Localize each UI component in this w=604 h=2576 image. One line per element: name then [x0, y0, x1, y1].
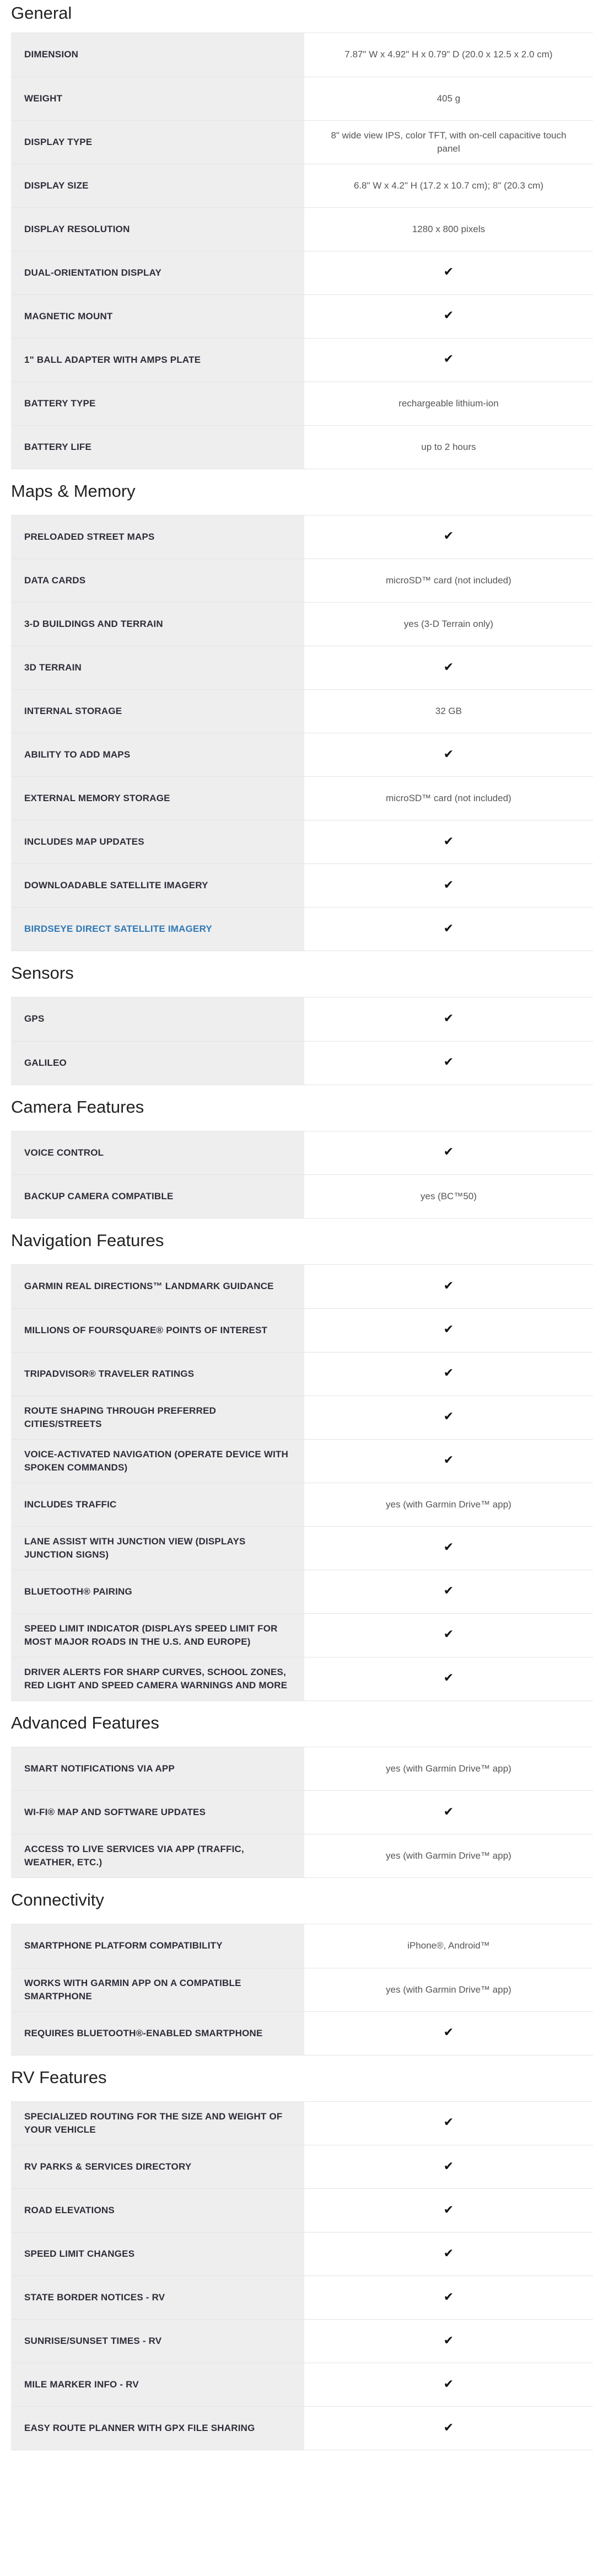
spec-label: SMART NOTIFICATIONS VIA APP: [11, 1747, 304, 1791]
spec-label: INCLUDES MAP UPDATES: [11, 820, 304, 864]
spec-label: LANE ASSIST WITH JUNCTION VIEW (DISPLAYS JUNCTION SIGNS): [11, 1526, 304, 1570]
checkmark-icon: ✔: [443, 834, 454, 849]
spec-label: SUNRISE/SUNSET TIMES - RV: [11, 2320, 304, 2363]
checkmark-icon: ✔: [443, 1011, 454, 1026]
section-title: Camera Features: [11, 1085, 593, 1131]
spec-section: [11, 469, 593, 952]
spec-label: PRELOADED STREET MAPS: [11, 516, 304, 559]
spec-table: [11, 1747, 593, 1879]
spec-section: [11, 1085, 593, 1219]
spec-row: [11, 251, 593, 294]
spec-label: SPEED LIMIT INDICATOR (DISPLAYS SPEED LIMIT FOR MOST MAJOR ROADS IN THE U.S. AND EUROPE): [11, 1613, 304, 1657]
spec-label-link[interactable]: BIRDSEYE DIRECT SATELLITE IMAGERY: [11, 908, 304, 951]
spec-value: 8" wide view IPS, color TFT, with on-cell capacitive touch panel: [304, 120, 593, 164]
spec-row: [11, 2189, 593, 2232]
spec-label: SPEED LIMIT CHANGES: [11, 2232, 304, 2276]
spec-row: [11, 1265, 593, 1308]
spec-value: yes (with Garmin Drive™ app): [304, 1968, 593, 2011]
spec-label: RV PARKS & SERVICES DIRECTORY: [11, 2145, 304, 2189]
spec-row: [11, 733, 593, 777]
checkmark-icon: ✔: [443, 2026, 454, 2040]
spec-value: 405 g: [304, 77, 593, 120]
spec-value-cell: [304, 646, 593, 690]
spec-table: [11, 1265, 593, 1701]
spec-section: [11, 1219, 593, 1701]
checkmark-icon: ✔: [443, 2203, 454, 2217]
spec-label: BATTERY TYPE: [11, 382, 304, 425]
spec-label: BACKUP CAMERA COMPATIBLE: [11, 1175, 304, 1219]
spec-row: [11, 207, 593, 251]
spec-label: SPECIALIZED ROUTING FOR THE SIZE AND WEIGHT OF YOUR VEHICLE: [11, 2102, 304, 2145]
spec-label: DISPLAY SIZE: [11, 164, 304, 207]
spec-label: DRIVER ALERTS FOR SHARP CURVES, SCHOOL ZONES, RED LIGHT AND SPEED CAMERA WARNINGS AND MORE: [11, 1657, 304, 1700]
spec-row: [11, 2232, 593, 2276]
checkmark-icon: ✔: [443, 529, 454, 544]
spec-value: yes (3-D Terrain only): [304, 603, 593, 646]
spec-section: [11, 951, 593, 1085]
spec-row: [11, 559, 593, 603]
spec-row: [11, 164, 593, 207]
section-title: General: [11, 0, 593, 33]
checkmark-icon: ✔: [443, 352, 454, 366]
spec-row: [11, 1352, 593, 1396]
spec-value: yes (BC™50): [304, 1175, 593, 1219]
checkmark-icon: ✔: [443, 1453, 454, 1467]
spec-value: yes (with Garmin Drive™ app): [304, 1747, 593, 1791]
spec-value: iPhone®, Android™: [304, 1924, 593, 1968]
spec-value: 1280 x 800 pixels: [304, 207, 593, 251]
spec-row: [11, 338, 593, 382]
spec-row: [11, 1131, 593, 1175]
spec-row: [11, 1613, 593, 1657]
spec-value-cell: [304, 1439, 593, 1483]
spec-value-cell: [304, 1613, 593, 1657]
spec-label: BATTERY LIFE: [11, 425, 304, 469]
spec-value-cell: [304, 1526, 593, 1570]
spec-label: 1" BALL ADAPTER WITH AMPS PLATE: [11, 338, 304, 382]
spec-row: [11, 1834, 593, 1878]
spec-value-cell: [304, 251, 593, 294]
spec-row: [11, 294, 593, 338]
spec-label: ROAD ELEVATIONS: [11, 2189, 304, 2232]
checkmark-icon: ✔: [443, 2246, 454, 2261]
spec-label: MAGNETIC MOUNT: [11, 294, 304, 338]
spec-value-cell: [304, 338, 593, 382]
section-title: Advanced Features: [11, 1701, 593, 1747]
checkmark-icon: ✔: [443, 2290, 454, 2304]
spec-row: [11, 120, 593, 164]
spec-label: ACCESS TO LIVE SERVICES VIA APP (TRAFFIC, WEATHER, ETC.): [11, 1834, 304, 1878]
checkmark-icon: ✔: [443, 1410, 454, 1424]
spec-value-cell: [304, 2189, 593, 2232]
spec-value: 7.87" W x 4.92" H x 0.79" D (20.0 x 12.5 x 2.0 cm): [304, 33, 593, 77]
checkmark-icon: ✔: [443, 1279, 454, 1293]
spec-value-cell: [304, 2145, 593, 2189]
spec-label: DOWNLOADABLE SATELLITE IMAGERY: [11, 864, 304, 908]
spec-value-cell: [304, 1041, 593, 1085]
spec-label: EXTERNAL MEMORY STORAGE: [11, 777, 304, 820]
spec-label: REQUIRES BLUETOOTH®-ENABLED SMARTPHONE: [11, 2011, 304, 2055]
section-title: Sensors: [11, 951, 593, 997]
spec-value-cell: [304, 294, 593, 338]
spec-row: [11, 2102, 593, 2145]
spec-label: ROUTE SHAPING THROUGH PREFERRED CITIES/STREETS: [11, 1396, 304, 1439]
spec-table: [11, 1131, 593, 1219]
spec-value-cell: [304, 2320, 593, 2363]
spec-row: [11, 997, 593, 1041]
checkmark-icon: ✔: [443, 309, 454, 323]
spec-row: [11, 2320, 593, 2363]
spec-label: WEIGHT: [11, 77, 304, 120]
spec-value: 32 GB: [304, 690, 593, 733]
checkmark-icon: ✔: [443, 1671, 454, 1685]
spec-value: yes (with Garmin Drive™ app): [304, 1483, 593, 1526]
spec-label: MILLIONS OF FOURSQUARE® POINTS OF INTEREST: [11, 1308, 304, 1352]
section-title: Connectivity: [11, 1878, 593, 1924]
spec-row: [11, 33, 593, 77]
spec-row: [11, 1924, 593, 1968]
spec-label: TRIPADVISOR® TRAVELER RATINGS: [11, 1352, 304, 1396]
checkmark-icon: ✔: [443, 747, 454, 761]
spec-section: [11, 1878, 593, 2056]
spec-label: GALILEO: [11, 1041, 304, 1085]
checkmark-icon: ✔: [443, 2159, 454, 2174]
spec-section: [11, 0, 593, 469]
checkmark-icon: ✔: [443, 1541, 454, 1554]
spec-value-cell: [304, 908, 593, 951]
spec-value-cell: [304, 1308, 593, 1352]
checkmark-icon: ✔: [443, 921, 454, 936]
checkmark-icon: ✔: [443, 2377, 454, 2391]
spec-row: [11, 1041, 593, 1085]
spec-value-cell: [304, 2363, 593, 2407]
spec-value-cell: [304, 1396, 593, 1439]
spec-row: [11, 1396, 593, 1439]
spec-value-cell: [304, 1570, 593, 1613]
spec-label: DUAL-ORIENTATION DISPLAY: [11, 251, 304, 294]
spec-label: WORKS WITH GARMIN APP ON A COMPATIBLE SMARTPHONE: [11, 1968, 304, 2011]
spec-value-cell: [304, 1265, 593, 1308]
spec-value-cell: [304, 2407, 593, 2450]
spec-label: BLUETOOTH® PAIRING: [11, 1570, 304, 1613]
spec-row: [11, 77, 593, 120]
spec-label: EASY ROUTE PLANNER WITH GPX FILE SHARING: [11, 2407, 304, 2450]
spec-row: [11, 425, 593, 469]
spec-value-cell: [304, 516, 593, 559]
spec-value-cell: [304, 2011, 593, 2055]
spec-value-cell: [304, 864, 593, 908]
checkmark-icon: ✔: [443, 1145, 454, 1160]
spec-value-cell: [304, 2232, 593, 2276]
spec-row: [11, 603, 593, 646]
spec-table: [11, 1924, 593, 2056]
spec-label: GARMIN REAL DIRECTIONS™ LANDMARK GUIDANCE: [11, 1265, 304, 1308]
spec-label: ABILITY TO ADD MAPS: [11, 733, 304, 777]
checkmark-icon: ✔: [443, 878, 454, 892]
checkmark-icon: ✔: [443, 1584, 454, 1598]
spec-value-cell: [304, 1657, 593, 1700]
spec-label: DISPLAY RESOLUTION: [11, 207, 304, 251]
spec-row: [11, 1483, 593, 1526]
spec-row: [11, 1791, 593, 1834]
spec-label: WI-FI® MAP AND SOFTWARE UPDATES: [11, 1791, 304, 1834]
spec-label: 3D TERRAIN: [11, 646, 304, 690]
spec-row: [11, 1526, 593, 1570]
checkmark-icon: ✔: [443, 265, 454, 279]
spec-row: [11, 1968, 593, 2011]
checkmark-icon: ✔: [443, 1055, 454, 1069]
spec-row: [11, 1439, 593, 1483]
checkmark-icon: ✔: [443, 1628, 454, 1641]
spec-value-cell: [304, 997, 593, 1041]
spec-value: rechargeable lithium-ion: [304, 382, 593, 425]
spec-row: [11, 2407, 593, 2450]
spec-label: MILE MARKER INFO - RV: [11, 2363, 304, 2407]
spec-row: [11, 2276, 593, 2320]
spec-label: VOICE-ACTIVATED NAVIGATION (OPERATE DEVICE WITH SPOKEN COMMANDS): [11, 1439, 304, 1483]
spec-row: [11, 2011, 593, 2055]
spec-row: [11, 777, 593, 820]
spec-row: [11, 516, 593, 559]
spec-row: [11, 690, 593, 733]
spec-label: STATE BORDER NOTICES - RV: [11, 2276, 304, 2320]
spec-table: [11, 2102, 593, 2451]
spec-value-cell: [304, 1791, 593, 1834]
spec-value-cell: [304, 2102, 593, 2145]
checkmark-icon: ✔: [443, 2333, 454, 2348]
spec-label: DISPLAY TYPE: [11, 120, 304, 164]
spec-row: [11, 1175, 593, 1219]
spec-label: SMARTPHONE PLATFORM COMPATIBILITY: [11, 1924, 304, 1968]
checkmark-icon: ✔: [443, 2116, 454, 2130]
spec-value-cell: [304, 2276, 593, 2320]
spec-row: [11, 1657, 593, 1700]
spec-label: INTERNAL STORAGE: [11, 690, 304, 733]
spec-row: [11, 646, 593, 690]
spec-row: [11, 1308, 593, 1352]
spec-table: [11, 997, 593, 1085]
spec-value: yes (with Garmin Drive™ app): [304, 1834, 593, 1878]
section-title: Navigation Features: [11, 1219, 593, 1265]
spec-value-cell: [304, 1352, 593, 1396]
checkmark-icon: ✔: [443, 1366, 454, 1380]
spec-row: [11, 2145, 593, 2189]
spec-row: [11, 1747, 593, 1791]
spec-value: microSD™ card (not included): [304, 777, 593, 820]
section-title: RV Features: [11, 2056, 593, 2102]
spec-value-cell: [304, 820, 593, 864]
spec-value-cell: [304, 733, 593, 777]
spec-row: [11, 908, 593, 951]
spec-label: GPS: [11, 997, 304, 1041]
spec-table: [11, 33, 593, 469]
checkmark-icon: ✔: [443, 1323, 454, 1337]
spec-label: DIMENSION: [11, 33, 304, 77]
spec-section: [11, 1701, 593, 1879]
spec-value: microSD™ card (not included): [304, 559, 593, 603]
spec-table: [11, 516, 593, 952]
spec-label: DATA CARDS: [11, 559, 304, 603]
checkmark-icon: ✔: [443, 2421, 454, 2435]
spec-row: [11, 382, 593, 425]
spec-label: 3-D BUILDINGS AND TERRAIN: [11, 603, 304, 646]
spec-value-cell: [304, 1131, 593, 1175]
spec-row: [11, 1570, 593, 1613]
checkmark-icon: ✔: [443, 1805, 454, 1819]
spec-value: up to 2 hours: [304, 425, 593, 469]
spec-label: INCLUDES TRAFFIC: [11, 1483, 304, 1526]
spec-value: 6.8" W x 4.2" H (17.2 x 10.7 cm); 8" (20.3 cm): [304, 164, 593, 207]
section-title: Maps & Memory: [11, 469, 593, 516]
spec-row: [11, 820, 593, 864]
spec-label: VOICE CONTROL: [11, 1131, 304, 1175]
checkmark-icon: ✔: [443, 660, 454, 674]
spec-row: [11, 864, 593, 908]
spec-section: [11, 2056, 593, 2451]
spec-row: [11, 2363, 593, 2407]
